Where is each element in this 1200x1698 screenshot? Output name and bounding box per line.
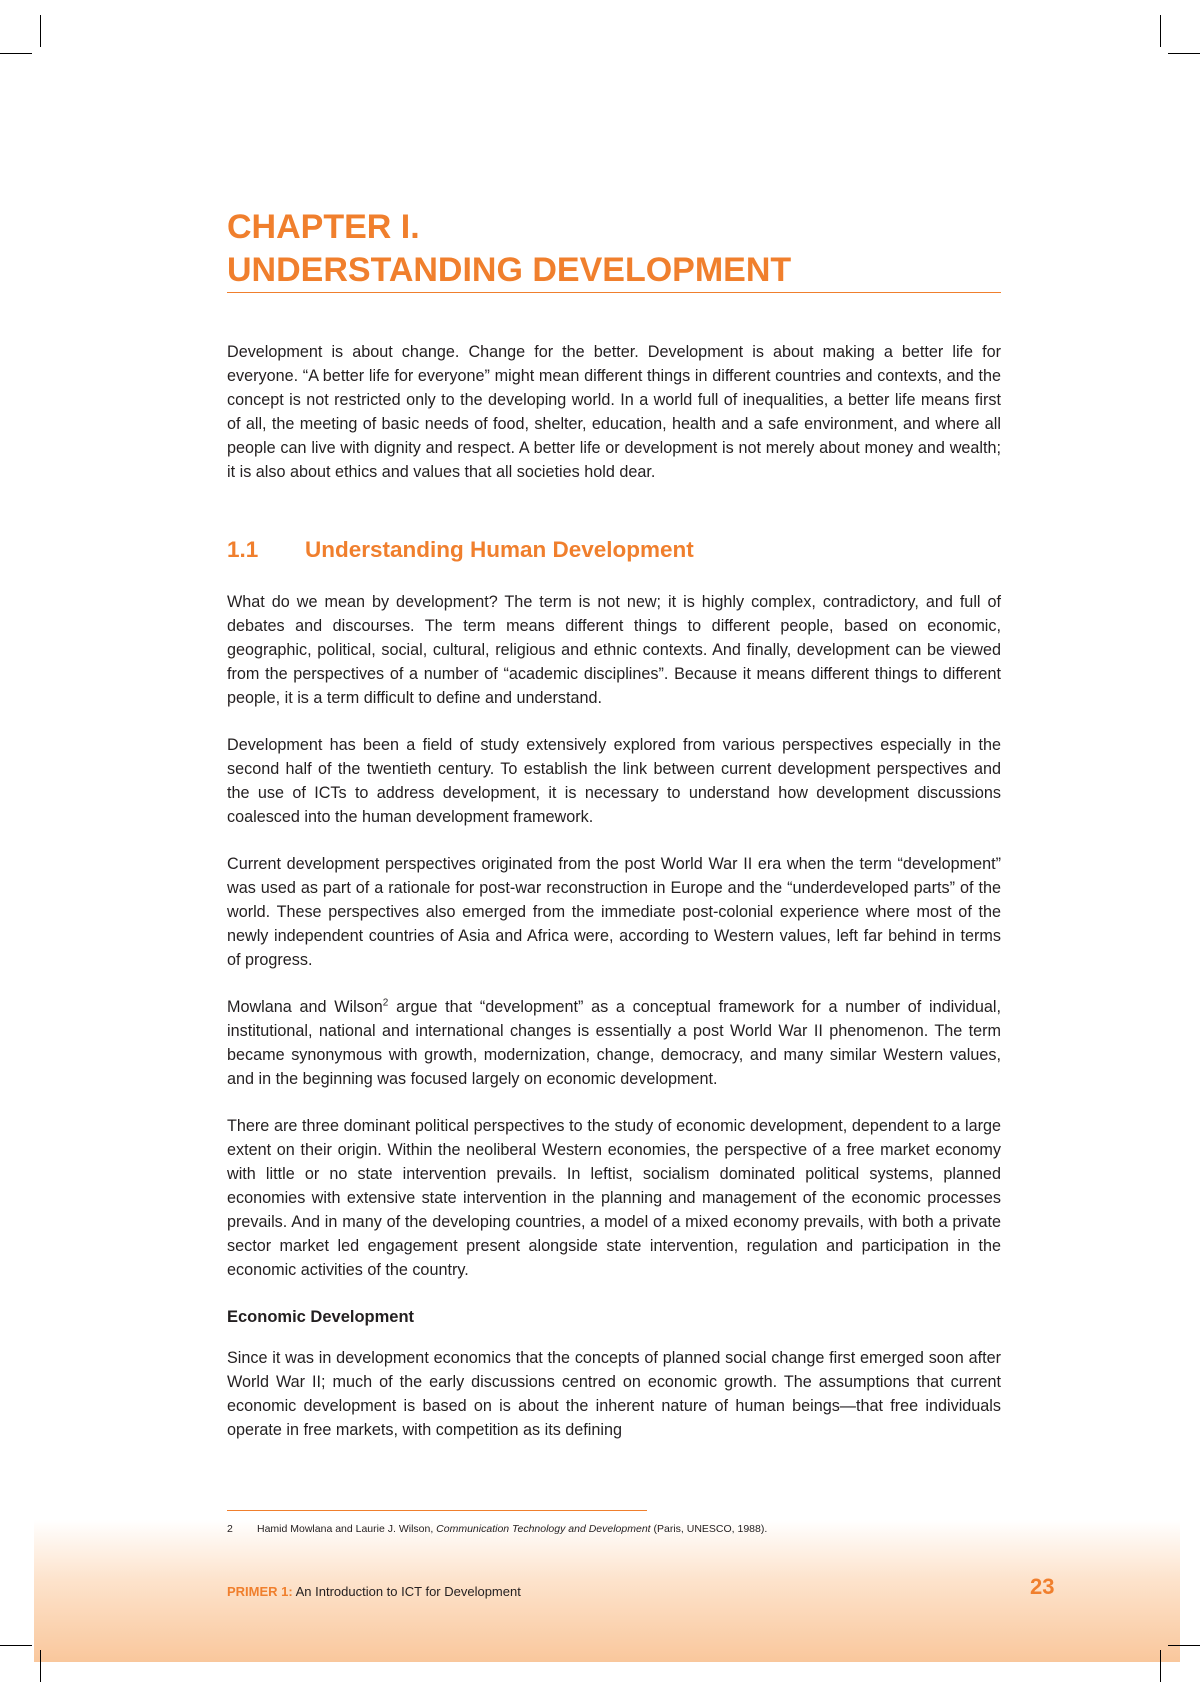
intro-paragraph: Development is about change. Change for the better. Development is about making a better life for everyone. “A better life for everyone” might mean different things in different countries and contexts, and the concept is not restricted only to the developing world. In a world full of inequalities, a better life means first of all, the meeting of basic needs of food, shelter, education, health and a safe environment, and where all people can live with dignity and respect. A better life or development is not merely about money and wealth; it is also about ethics and values that all societies hold dear.	[227, 343, 1001, 481]
sub-heading: Economic Development	[227, 1308, 415, 1326]
paragraph-text: Mowlana and Wilson	[227, 998, 383, 1016]
paragraph: What do we mean by development? The term is not new; it is highly complex, contradictory, and full of debates and discourses. The term means different things to different people, based on economic, geographic, political, social, cultural, religious and ethnic contexts. And finally, development can be viewed from the perspectives of a number of “academic disciplines”. Because it means different things to different people, it is a term difficult to define and understand.	[227, 593, 1001, 707]
footnote	[227, 1523, 767, 1535]
crop-mark	[40, 1650, 41, 1682]
page-content	[227, 206, 1001, 1442]
section-number: 1.1	[227, 537, 259, 562]
footnote-divider	[227, 1510, 647, 1511]
title-underline	[227, 292, 1001, 293]
footnote-text: Hamid Mowlana and Laurie J. Wilson,	[257, 1523, 437, 1535]
footnote-reference[interactable]: 2	[382, 997, 389, 1009]
footnote-number: 2	[227, 1523, 233, 1535]
crop-mark	[1160, 1650, 1161, 1682]
chapter-name: UNDERSTANDING DEVELOPMENT	[227, 251, 792, 289]
footer-primer-label: PRIMER 1:	[227, 1584, 293, 1599]
crop-mark	[1168, 53, 1200, 54]
footnote-title: Communication Technology and Development	[436, 1523, 651, 1535]
section-title: Understanding Human Development	[305, 537, 694, 562]
paragraph: Current development perspectives originated from the post World War II era when the term “development” was used as part of a rationale for post-war reconstruction in Europe and the “underdeveloped parts” of the world. These perspectives also emerged from the immediate post-colonial experience where most of the newly independent countries of Asia and Africa were, according to Western values, left far behind in terms of progress.	[227, 855, 1001, 969]
paragraph: Since it was in development economics that the concepts of planned social change first emerged soon after World War II; much of the early discussions centred on economic growth. The assumptions that current economic development is based on is about the inherent nature of human beings—that free individuals operate in free markets, with competition as its defining	[227, 1349, 1001, 1439]
chapter-number: CHAPTER I.	[227, 208, 420, 246]
page-footer	[227, 1584, 521, 1599]
paragraph: There are three dominant political perspectives to the study of economic development, dependent to a large extent on their origin. Within the neoliberal Western economies, the perspective of a free market economy with little or no state intervention prevails. In leftist, socialism dominated political systems, planned economies with extensive state intervention in the planning and management of the economic processes prevails. And in many of the developing countries, a model of a mixed economy prevails, with both a private sector market led engagement present alongside state intervention, regulation and participation in the economic activities of the country.	[227, 1117, 1001, 1279]
crop-mark	[1168, 1645, 1200, 1646]
footnote-text: (Paris, UNESCO, 1988).	[650, 1523, 768, 1535]
chapter-title	[227, 206, 1001, 292]
crop-mark	[0, 53, 32, 54]
paragraph-text: argue that “development” as a conceptual framework for a number of individual, institutional, national and international changes is essentially a post World War II phenomenon. The term became synonymous with growth, modernization, change, democracy, and many similar Western values, and in the beginning was focused largely on economic development.	[227, 998, 1001, 1088]
paragraph: Development has been a field of study extensively explored from various perspectives especially in the second half of the twentieth century. To establish the link between current development perspectives and the use of ICTs to address development, it is necessary to understand how development discussions coalesced into the human development framework.	[227, 736, 1001, 826]
paragraph	[227, 995, 1001, 1091]
page-number: 23	[1030, 1574, 1055, 1599]
footer-title: An Introduction to ICT for Development	[292, 1584, 521, 1599]
crop-mark	[0, 1645, 32, 1646]
section-heading	[227, 537, 1001, 563]
crop-mark	[1160, 15, 1161, 47]
crop-mark	[40, 15, 41, 47]
